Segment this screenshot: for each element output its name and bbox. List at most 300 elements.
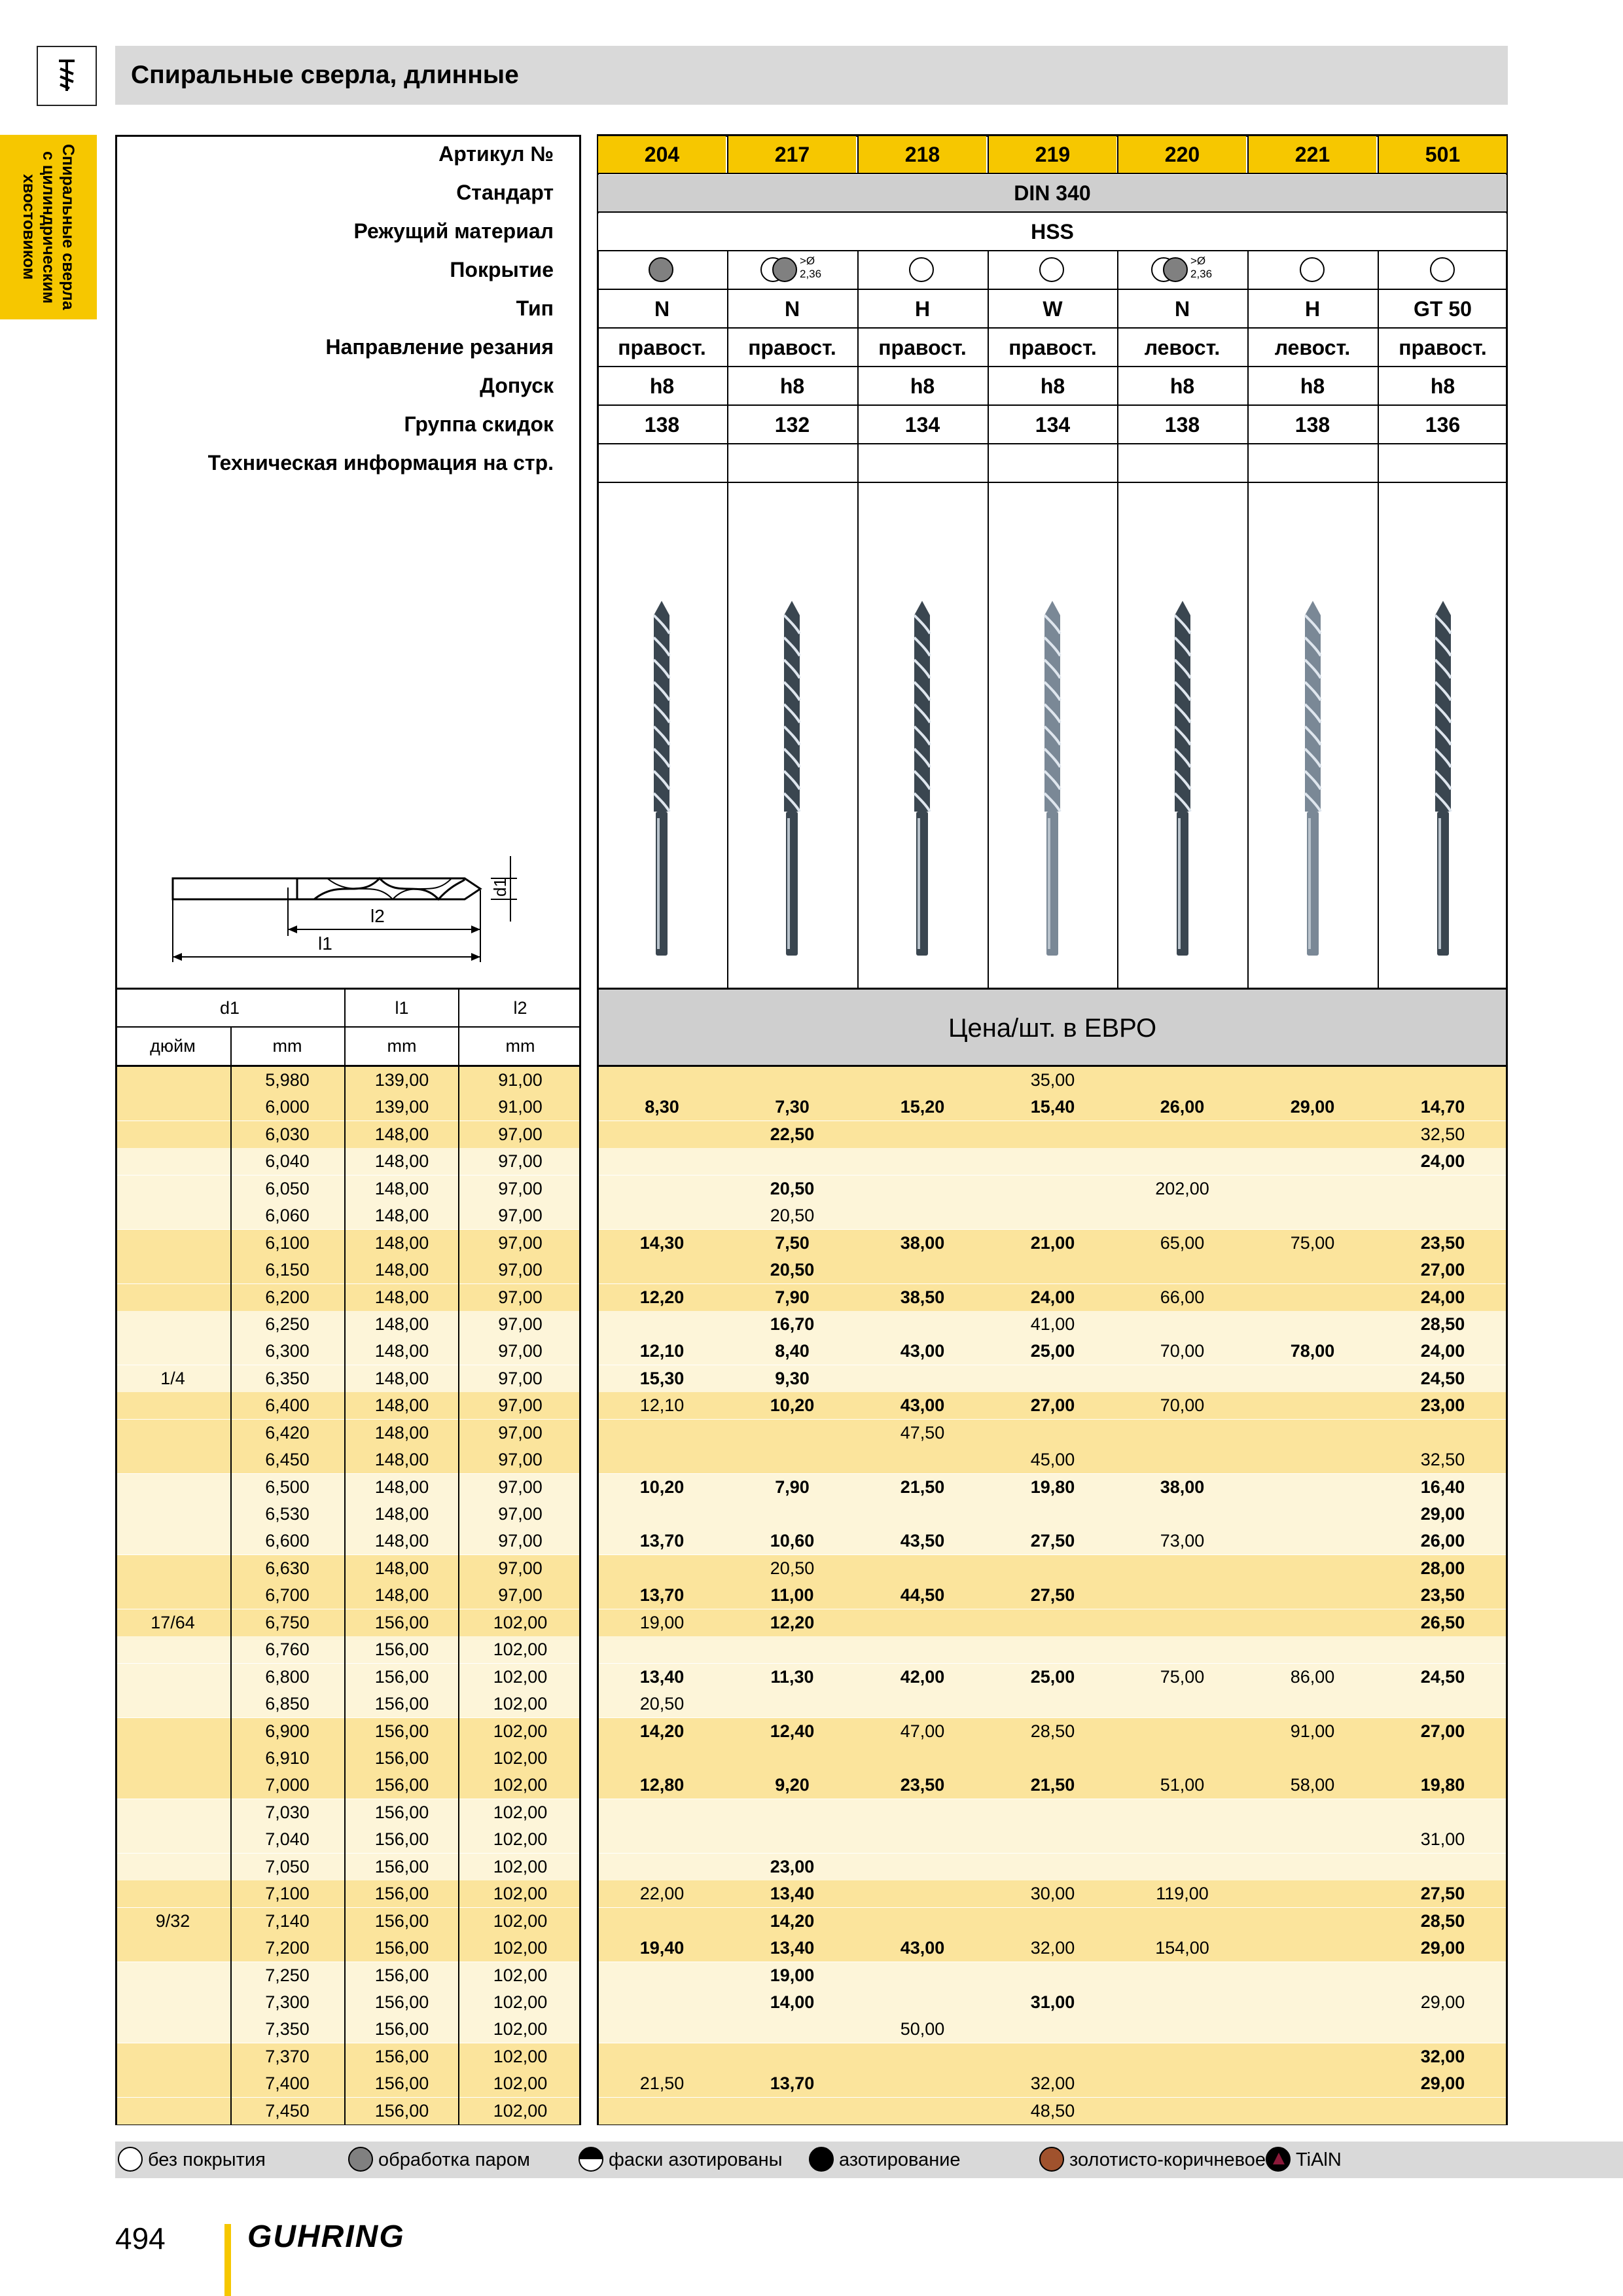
drawing-label-l1: l1: [318, 933, 332, 954]
price-cell: [1378, 1202, 1508, 1229]
table-cell-d: 6,450: [265, 1450, 310, 1470]
price-cell: 51,00: [1160, 1775, 1205, 1795]
drill-dimension-drawing: [164, 844, 530, 969]
price-cell: 8,40: [775, 1341, 810, 1361]
price-cell: [857, 1175, 988, 1202]
price-cell: 29,00: [1420, 1992, 1465, 2012]
table-cell-l1: 156,00: [374, 2073, 429, 2094]
table-cell-inch: [115, 1528, 230, 1554]
price-cell: [727, 1501, 857, 1528]
table-cell-l2: 102,00: [493, 1938, 548, 1958]
price-cell: [1378, 1067, 1508, 1094]
price-cell: [857, 1854, 988, 1880]
table-cell-l2: 97,00: [498, 1314, 543, 1334]
drill-image: [649, 596, 675, 962]
price-cell: [1378, 1691, 1508, 1717]
price-cell: 10,20: [639, 1477, 685, 1497]
price-cell: [1117, 1691, 1247, 1717]
uncoated-icon: [909, 257, 934, 282]
price-cell: [857, 1691, 988, 1717]
table-cell-l2: 97,00: [498, 1585, 543, 1605]
price-cell: [1378, 2098, 1508, 2125]
price-cell: [597, 1202, 727, 1229]
spec-label: Покрытие: [450, 258, 554, 281]
price-cell: 23,50: [1420, 1232, 1465, 1253]
coating-note: 2,36: [800, 268, 822, 280]
table-cell-l1: 156,00: [374, 1802, 429, 1822]
divider: [597, 173, 1508, 174]
price-cell: [1247, 1284, 1378, 1311]
drill-image: [1169, 596, 1196, 962]
price-cell: [1117, 1908, 1247, 1935]
legend-label: золотисто-коричневое: [1069, 2149, 1266, 2170]
divider: [230, 1067, 232, 2125]
table-cell-l1: 148,00: [374, 1287, 429, 1307]
table-cell-l1: 148,00: [374, 1531, 429, 1551]
table-cell-l2: 102,00: [493, 1640, 548, 1660]
price-cell: 12,20: [639, 1287, 685, 1307]
price-cell: 7,90: [775, 1477, 810, 1497]
price-cell: 25,00: [1030, 1341, 1075, 1361]
table-cell-inch: [115, 1582, 230, 1609]
col-header-l1: l1: [395, 998, 409, 1018]
divider: [458, 1067, 459, 2125]
price-cell: 24,00: [1420, 1151, 1465, 1172]
price-cell: 27,00: [1030, 1395, 1075, 1416]
table-cell-l1: 156,00: [374, 1938, 429, 1958]
price-cell: [988, 1121, 1118, 1148]
price-cell: [597, 1636, 727, 1663]
tialn-icon: [1266, 2147, 1291, 2172]
price-cell: 20,50: [770, 1558, 815, 1578]
price-cell: [1247, 2043, 1378, 2070]
price-cell: [988, 1555, 1118, 1582]
price-cell: 8,30: [645, 1097, 679, 1117]
types-cell: N: [654, 297, 670, 321]
price-cell: 32,00: [1030, 2073, 1075, 2094]
price-cell: [857, 1555, 988, 1582]
table-cell-l2: 97,00: [498, 1395, 543, 1416]
price-cell: [988, 2043, 1118, 2070]
discount-groups-cell: 134: [1035, 413, 1071, 437]
price-cell: 73,00: [1160, 1531, 1205, 1551]
price-cell: [597, 1745, 727, 1772]
price-cell: [597, 1311, 727, 1338]
price-cell: [857, 1636, 988, 1663]
side-tab-line: Спиральные сверла: [59, 144, 77, 310]
tech-info-pages-cell: [1117, 445, 1247, 482]
price-cell: [988, 2016, 1118, 2043]
price-cell: [857, 1202, 988, 1229]
legend-label: без покрытия: [148, 2149, 266, 2170]
discount-groups-cell: 138: [644, 413, 680, 437]
price-cell: 12,10: [639, 1341, 685, 1361]
price-cell: [1117, 2016, 1247, 2043]
price-cell: [727, 1691, 857, 1717]
price-cell: [1378, 1854, 1508, 1880]
price-cell: 41,00: [1030, 1314, 1075, 1334]
article-cell: 220: [1118, 136, 1246, 173]
table-cell-l1: 148,00: [374, 1558, 429, 1578]
table-cell-d: 7,030: [265, 1802, 310, 1822]
price-cell: 22,50: [770, 1124, 815, 1144]
directions-cell: левост.: [1144, 336, 1221, 359]
drill-category-icon: [47, 53, 86, 99]
price-cell: 44,50: [900, 1585, 945, 1605]
price-cell: 24,00: [1030, 1287, 1075, 1307]
uncoated-icon: [1430, 257, 1455, 282]
price-cell: [727, 1148, 857, 1175]
price-cell: 27,50: [1420, 1884, 1465, 1904]
price-cell: 22,00: [639, 1884, 685, 1904]
table-cell-inch: [115, 1745, 230, 1772]
table-cell-l2: 97,00: [498, 1287, 543, 1307]
price-cell: [597, 1420, 727, 1446]
table-cell-l2: 97,00: [498, 1558, 543, 1578]
price-cell: [988, 1691, 1118, 1717]
divider: [344, 1067, 346, 2125]
table-cell-d: 5,980: [265, 1070, 310, 1090]
drill-image: [779, 596, 805, 962]
col-header-mm: mm: [505, 1036, 535, 1056]
price-cell: 47,50: [900, 1422, 945, 1443]
price-cell: 15,20: [900, 1097, 945, 1117]
nitrided-chamfer-icon: [579, 2147, 603, 2172]
table-cell-inch: [115, 1826, 230, 1853]
table-cell-l2: 97,00: [498, 1232, 543, 1253]
table-cell-l2: 102,00: [493, 1856, 548, 1876]
table-cell-l2: 97,00: [498, 1477, 543, 1497]
price-cell: [857, 1609, 988, 1636]
coating-steam-note: [1151, 255, 1214, 284]
price-cell: [597, 1121, 727, 1148]
spec-label: Группа скидок: [404, 412, 554, 436]
price-cell: 47,00: [900, 1721, 945, 1741]
table-cell-l1: 148,00: [374, 1151, 429, 1172]
divider: [597, 366, 1508, 367]
table-cell-inch: [115, 1962, 230, 1989]
table-cell-d: 6,800: [265, 1666, 310, 1687]
price-cell: [857, 1799, 988, 1826]
price-cell: [597, 1989, 727, 2016]
price-cell: [727, 2043, 857, 2070]
table-cell-l2: 102,00: [493, 2100, 548, 2121]
price-cell: [1247, 2098, 1378, 2125]
price-cell: [597, 2016, 727, 2043]
tech-info-pages-cell: [1378, 445, 1508, 482]
price-cell: 202,00: [1155, 1178, 1209, 1198]
price-cell: [727, 1799, 857, 1826]
price-cell: 42,00: [900, 1666, 945, 1687]
steam-icon: [348, 2147, 373, 2172]
price-cell: 32,50: [1420, 1124, 1465, 1144]
price-cell: 23,00: [1420, 1395, 1465, 1416]
table-cell-inch: [115, 2016, 230, 2043]
price-cell: [1247, 1175, 1378, 1202]
table-cell-l1: 156,00: [374, 1666, 429, 1687]
table-cell-d: 6,700: [265, 1585, 310, 1605]
price-cell: [1247, 2070, 1378, 2097]
legend-label: фаски азотированы: [609, 2149, 783, 2170]
discount-groups-cell: 138: [1164, 413, 1200, 437]
table-cell-d: 6,500: [265, 1477, 310, 1497]
table-cell-d: 6,030: [265, 1124, 310, 1144]
table-cell-d: 6,900: [265, 1721, 310, 1741]
spec-label: Стандарт: [456, 181, 554, 204]
price-cell: [1247, 1202, 1378, 1229]
price-cell: [727, 2098, 857, 2125]
spec-label: Техническая информация на стр.: [207, 451, 554, 475]
table-cell-inch: [115, 1257, 230, 1283]
price-cell: [857, 1745, 988, 1772]
price-cell: [988, 1745, 1118, 1772]
price-cell: 32,00: [1030, 1938, 1075, 1958]
price-cell: [988, 1854, 1118, 1880]
spec-label: Артикул №: [438, 142, 554, 166]
page-title: Спиральные сверла, длинные: [131, 61, 519, 89]
table-cell-d: 6,060: [265, 1206, 310, 1226]
price-cell: [857, 1365, 988, 1392]
table-cell-inch: [115, 1636, 230, 1663]
table-cell-inch: [115, 1989, 230, 2016]
table-cell-d: 7,040: [265, 1829, 310, 1850]
price-cell: [1247, 1446, 1378, 1473]
price-cell: 19,40: [639, 1938, 685, 1958]
price-cell: 154,00: [1155, 1938, 1209, 1958]
table-cell-inch: [115, 1284, 230, 1311]
price-cell: 13,40: [770, 1938, 815, 1958]
price-cell: [727, 2016, 857, 2043]
types-cell: H: [1304, 297, 1321, 321]
price-cell: [597, 1148, 727, 1175]
table-cell-l2: 102,00: [493, 1775, 548, 1795]
side-tab-line: с цилиндрическим: [39, 151, 58, 304]
price-cell: 15,30: [639, 1368, 685, 1388]
table-cell-l1: 156,00: [374, 1775, 429, 1795]
table-cell-l1: 156,00: [374, 1910, 429, 1931]
table-cell-inch: [115, 1772, 230, 1799]
table-cell-l2: 102,00: [493, 1992, 548, 2012]
price-cell: [1247, 1474, 1378, 1501]
divider: [597, 482, 1508, 483]
price-cell: [597, 2043, 727, 2070]
table-cell-l2: 97,00: [498, 1504, 543, 1524]
price-cell: [1378, 1745, 1508, 1772]
table-cell-l1: 148,00: [374, 1341, 429, 1361]
price-cell: [1117, 1609, 1247, 1636]
price-cell: 24,00: [1420, 1287, 1465, 1307]
price-cell: [597, 1854, 727, 1880]
table-cell-l1: 156,00: [374, 2100, 429, 2121]
table-cell-d: 7,370: [265, 2046, 310, 2066]
price-cell: 38,00: [1160, 1477, 1205, 1497]
price-cell: [1247, 1501, 1378, 1528]
table-cell-d: 6,350: [265, 1368, 310, 1388]
price-cell: [988, 1826, 1118, 1853]
col-header-l2: l2: [513, 998, 527, 1018]
divider: [597, 289, 1508, 290]
table-cell-inch: [115, 1880, 230, 1907]
uncoated-icon: [1039, 257, 1064, 282]
coating-steam-note: [760, 255, 823, 284]
price-cell: 14,30: [639, 1232, 685, 1253]
price-cell: [988, 1175, 1118, 1202]
table-cell-inch: [115, 1664, 230, 1691]
price-header: Цена/шт. в ЕВРО: [948, 1013, 1157, 1043]
price-cell: 70,00: [1160, 1395, 1205, 1416]
table-cell-l2: 102,00: [493, 1829, 548, 1850]
price-cell: [1378, 1799, 1508, 1826]
price-cell: 38,50: [900, 1287, 945, 1307]
material-cell: HSS: [598, 213, 1507, 250]
page-number: 494: [115, 2221, 166, 2255]
table-cell-l1: 148,00: [374, 1232, 429, 1253]
table-cell-l2: 97,00: [498, 1124, 543, 1144]
table-cell-d: 6,050: [265, 1178, 310, 1198]
table-cell-inch: [115, 1691, 230, 1717]
nitrided-icon: [809, 2147, 834, 2172]
price-cell: [1378, 1636, 1508, 1663]
table-cell-l2: 97,00: [498, 1531, 543, 1551]
tolerances-cell: h8: [1430, 374, 1455, 398]
price-cell: [988, 1148, 1118, 1175]
price-cell: 20,50: [639, 1694, 685, 1714]
tech-info-pages-cell: [727, 445, 857, 482]
price-cell: 28,50: [1420, 1314, 1465, 1334]
table-cell-d: 6,530: [265, 1504, 310, 1524]
price-cell: 14,20: [639, 1721, 685, 1741]
table-cell-d: 7,050: [265, 1856, 310, 1876]
tech-info-pages-cell: [1247, 445, 1378, 482]
price-cell: [988, 1636, 1118, 1663]
coating-note: >Ø: [800, 255, 815, 267]
col-header-inch: дюйм: [150, 1036, 196, 1056]
price-cell: [1117, 1962, 1247, 1989]
price-cell: [857, 1908, 988, 1935]
price-cell: 9,20: [775, 1775, 810, 1795]
price-cell: 14,20: [770, 1910, 815, 1931]
price-cell: [988, 1501, 1118, 1528]
price-cell: [597, 1908, 727, 1935]
table-cell-l1: 156,00: [374, 1992, 429, 2012]
table-cell-inch: [115, 1230, 230, 1257]
table-cell-d: 7,350: [265, 2019, 310, 2039]
directions-cell: правост.: [878, 336, 967, 359]
discount-groups-cell: 136: [1425, 413, 1461, 437]
price-cell: 78,00: [1290, 1341, 1335, 1361]
directions-cell: правост.: [748, 336, 836, 359]
price-cell: 16,40: [1420, 1477, 1465, 1497]
price-cell: [1247, 1854, 1378, 1880]
price-cell: [1247, 1582, 1378, 1609]
price-cell: 31,00: [1030, 1992, 1075, 2012]
table-cell-l1: 156,00: [374, 1829, 429, 1850]
price-cell: [1378, 1420, 1508, 1446]
price-cell: 23,50: [1420, 1585, 1465, 1605]
price-cell: [1247, 1420, 1378, 1446]
table-cell-l2: 102,00: [493, 1802, 548, 1822]
table-cell-l2: 102,00: [493, 1965, 548, 1985]
table-cell-l2: 102,00: [493, 2019, 548, 2039]
table-cell-l2: 97,00: [498, 1341, 543, 1361]
table-cell-l1: 156,00: [374, 2046, 429, 2066]
price-cell: [597, 1962, 727, 1989]
price-cell: 19,80: [1420, 1775, 1465, 1795]
price-cell: 13,40: [770, 1884, 815, 1904]
price-cell: 19,00: [770, 1965, 815, 1985]
price-cell: [988, 1962, 1118, 1989]
table-cell-l2: 97,00: [498, 1260, 543, 1280]
price-cell: 21,50: [639, 2073, 685, 2094]
price-cell: 27,00: [1420, 1721, 1465, 1741]
price-cell: [1247, 2016, 1378, 2043]
side-tab-line: хвостовиком: [20, 174, 38, 280]
table-cell-l1: 156,00: [374, 1748, 429, 1768]
price-cell: [1247, 1799, 1378, 1826]
types-cell: H: [914, 297, 931, 321]
price-cell: [1117, 1636, 1247, 1663]
col-header-mm: mm: [272, 1036, 302, 1056]
table-cell-d: 7,200: [265, 1938, 310, 1958]
directions-cell: правост.: [618, 336, 706, 359]
table-cell-l1: 148,00: [374, 1124, 429, 1144]
none-icon: [118, 2147, 143, 2172]
table-cell-d: 7,300: [265, 1992, 310, 2012]
types-cell: N: [1174, 297, 1190, 321]
table-cell-d: 7,000: [265, 1775, 310, 1795]
price-cell: [1247, 1636, 1378, 1663]
table-cell-inch: [115, 1420, 230, 1446]
table-cell-inch: [115, 2070, 230, 2097]
price-cell: [597, 1555, 727, 1582]
table-cell-d: 6,250: [265, 1314, 310, 1334]
table-cell-l1: 156,00: [374, 1612, 429, 1632]
price-cell: [727, 1745, 857, 1772]
price-cell: [1117, 2043, 1247, 2070]
table-cell-l2: 102,00: [493, 1612, 548, 1632]
price-cell: [1117, 1555, 1247, 1582]
table-cell-d: 6,000: [265, 1097, 310, 1117]
table-cell-l1: 148,00: [374, 1585, 429, 1605]
price-cell: [597, 1257, 727, 1283]
table-cell-l1: 156,00: [374, 1721, 429, 1741]
tech-info-pages-cell: [988, 445, 1118, 482]
price-cell: 19,80: [1030, 1477, 1075, 1497]
price-cell: [857, 1501, 988, 1528]
table-cell-inch: [115, 1555, 230, 1582]
price-cell: 13,70: [770, 2073, 815, 2094]
price-cell: [1117, 1148, 1247, 1175]
price-cell: [857, 2070, 988, 2097]
table-cell-l1: 139,00: [374, 1070, 429, 1090]
spec-label: Тип: [516, 296, 554, 320]
price-cell: 45,00: [1030, 1450, 1075, 1470]
price-cell: [1117, 1582, 1247, 1609]
table-cell-inch: [115, 2043, 230, 2070]
steam-treated-icon: [772, 257, 797, 282]
price-cell: [1117, 2098, 1247, 2125]
tolerances-cell: h8: [1040, 374, 1065, 398]
table-cell-inch: [115, 1799, 230, 1826]
table-cell-d: 6,150: [265, 1260, 310, 1280]
category-logo: [37, 46, 97, 106]
price-cell: 28,50: [1420, 1910, 1465, 1931]
table-cell-d: 6,850: [265, 1694, 310, 1714]
table-cell-d: 7,140: [265, 1910, 310, 1931]
table-cell-inch: [115, 1718, 230, 1745]
table-cell-inch: [115, 1311, 230, 1338]
drill-image: [1430, 596, 1456, 962]
